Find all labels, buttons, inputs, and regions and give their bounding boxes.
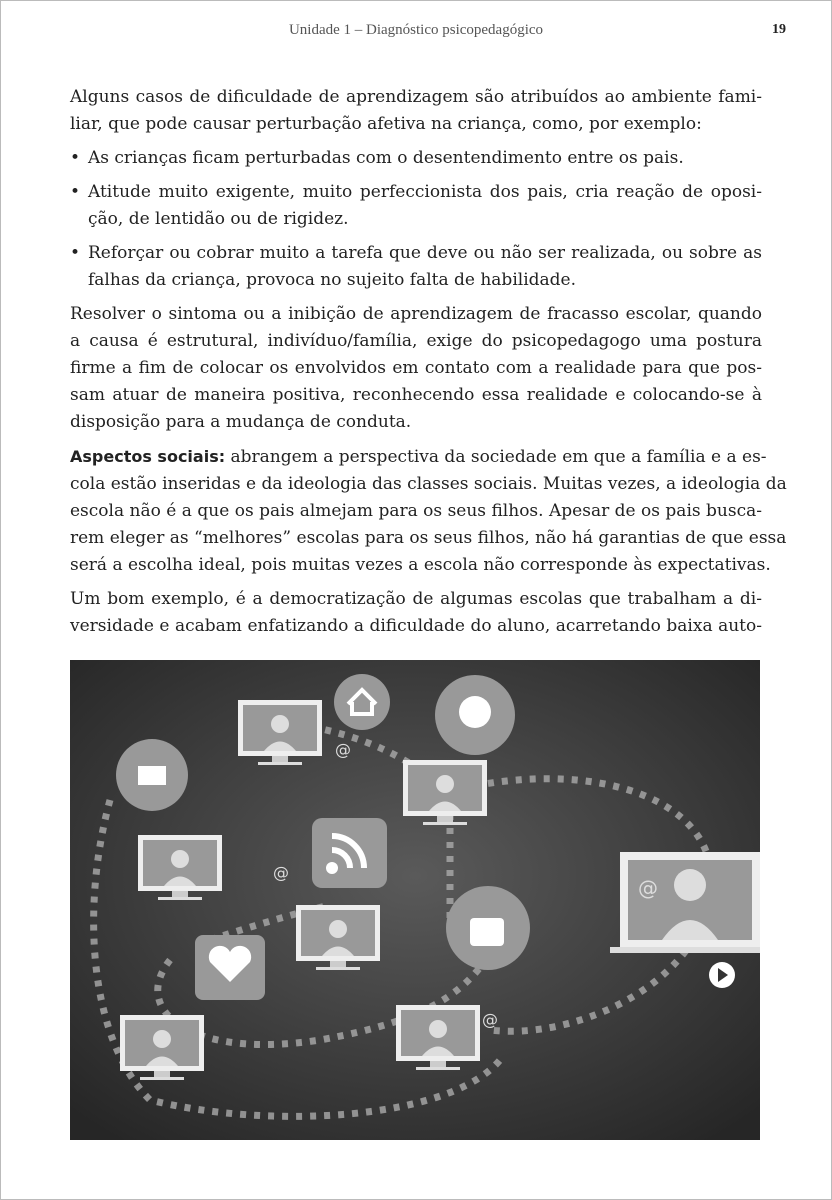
at-icon: @	[335, 740, 351, 759]
text-line: Alguns casos de dificuldade de aprendizagem são atribuídos ao ambiente fami-	[70, 87, 762, 107]
home-icon	[334, 674, 390, 730]
bullet-item	[70, 179, 762, 233]
computer-icon	[403, 760, 487, 825]
text-line	[70, 443, 767, 471]
text-line: ção, de lentidão ou de rigidez.	[88, 209, 349, 229]
text-run: abrangem a perspectiva da sociedade em que a família e a es-	[225, 447, 767, 467]
text-line: liar, que pode causar perturbação afetiva na criança, como, por exemplo:	[70, 114, 702, 134]
text-line: a causa é estrutural, indivíduo/família, exige do psicopedagogo uma postura	[70, 331, 762, 351]
text-line: sam atuar de maneira positiva, reconhecendo essa realidade e colocando-se à	[70, 385, 762, 405]
bullet-icon: •	[70, 243, 81, 263]
bullet-icon: •	[70, 182, 81, 202]
text-line: falhas da criança, provoca no sujeito falta de habilidade.	[88, 270, 576, 290]
page-number: 19	[772, 22, 786, 37]
laptop-icon	[610, 852, 760, 953]
computer-icon	[120, 1015, 204, 1080]
text-line: cola estão inseridas e da ideologia das classes sociais. Muitas vezes, a ideologia da	[70, 474, 787, 494]
text-line: firme a fim de colocar os envolvidos em contato com a realidade para que pos-	[70, 358, 762, 378]
text-line: escola não é a que os pais almejam para os seus filhos. Apesar de os pais busca-	[70, 501, 762, 521]
text-line: Reforçar ou cobrar muito a tarefa que deve ou não ser realizada, ou sobre as	[88, 243, 762, 263]
social-network-illustration	[70, 660, 760, 1140]
text-line: As crianças ficam perturbadas com o desentendimento entre os pais.	[88, 148, 684, 168]
bullet-item	[70, 145, 762, 172]
running-header: Unidade 1 – Diagnóstico psicopedagógico	[288, 22, 544, 38]
body-text	[70, 84, 787, 640]
bold-term: Aspectos sociais:	[70, 447, 226, 466]
at-icon: @	[638, 876, 658, 900]
computer-icon	[396, 1005, 480, 1070]
at-icon: @	[273, 863, 289, 882]
text-line: Resolver o sintoma ou a inibição de aprendizagem de fracasso escolar, quando	[70, 304, 762, 324]
text-line: rem eleger as “melhores” escolas para os seus filhos, não há garantias de que essa	[70, 528, 787, 548]
bullet-item	[70, 240, 762, 294]
text-line: versidade e acabam enfatizando a dificuldade do aluno, acarretando baixa auto-	[70, 616, 762, 636]
at-icon: @	[482, 1010, 498, 1029]
bullet-icon: •	[70, 148, 81, 168]
text-line: será a escolha ideal, pois muitas vezes a escola não corresponde às expectativas.	[70, 555, 771, 575]
computer-icon	[238, 700, 322, 765]
text-line: Atitude muito exigente, muito perfeccionista dos pais, cria reação de oposi-	[88, 182, 762, 202]
computer-icon	[138, 835, 222, 900]
text-line: Um bom exemplo, é a democratização de algumas escolas que trabalham a di-	[70, 589, 762, 609]
computer-icon	[296, 905, 380, 970]
rss-icon	[312, 818, 387, 888]
text-line: disposição para a mudança de conduta.	[70, 412, 412, 432]
